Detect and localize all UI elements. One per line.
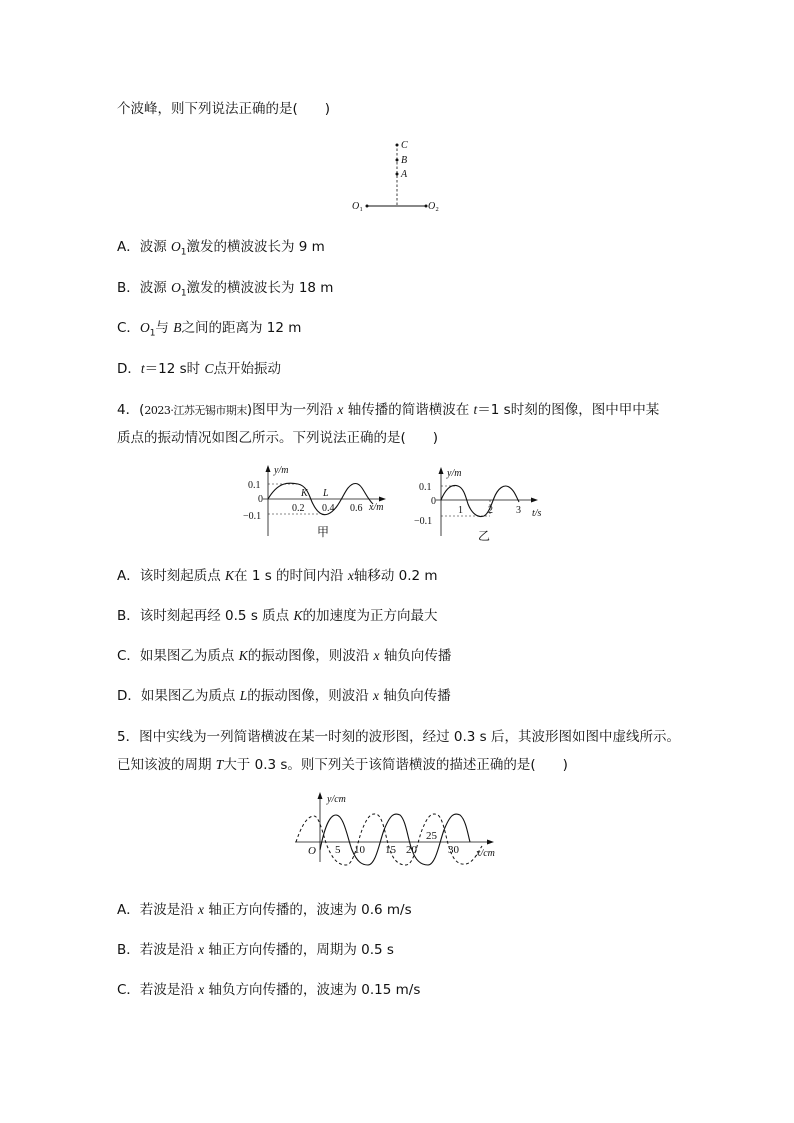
solid-waveform	[320, 814, 470, 865]
x-axis-label: x/m	[369, 502, 384, 513]
q5-option-a: A．若波是沿 x 轴正方向传播的，波速为 0.6 m/s	[117, 902, 412, 918]
q4-option-c: C．如果图乙为质点 K的振动图像，则波沿 x 轴负向传播	[117, 648, 452, 664]
x-axis-label: x/cm	[476, 848, 495, 859]
q3-figure	[340, 136, 450, 218]
y-axis-label: y/m	[274, 465, 289, 476]
tick-0: 0	[258, 494, 263, 505]
tick-30: 30	[448, 844, 459, 856]
y-axis-arrow	[439, 467, 444, 474]
q3-option-d: D．t＝12 s时 C点开始振动	[117, 361, 281, 377]
label-o1-sub: 1	[359, 206, 363, 213]
label-o2: O	[428, 201, 436, 212]
label-o2-sub: 2	[435, 206, 439, 213]
y-axis-label: y/m	[447, 468, 462, 479]
q3-stem-tail: 个波峰，则下列说法正确的是( )	[117, 101, 331, 117]
q4-figure-jia	[238, 464, 398, 546]
q5-figure	[290, 790, 505, 870]
label-c: C	[401, 140, 408, 151]
q4-option-a: A．该时刻起质点 K在 1 s 的时间内沿 x轴移动 0.2 m	[117, 568, 438, 584]
q5-stem-line1: 5．图中实线为一列简谐横波在某一时刻的波形图，经过 0.3 s 后，其波形图如图中虚线所示。	[117, 729, 680, 745]
tick-0.1: 0.1	[248, 480, 261, 491]
tick-15: 15	[385, 844, 396, 856]
q4-option-d: D．如果图乙为质点 L的振动图像，则波沿 x 轴负向传播	[117, 688, 451, 704]
label-l: L	[323, 488, 329, 499]
tick-0.2: 0.2	[292, 503, 305, 514]
tick-neg0.1: −0.1	[414, 516, 433, 527]
tick-2: 2	[488, 505, 493, 516]
y-axis-arrow	[318, 792, 323, 799]
vibration-curve	[441, 486, 519, 517]
label-a: A	[401, 169, 408, 180]
q5-stem-line2: 已知该波的周期 T大于 0.3 s。则下列关于该简谐横波的描述正确的是( )	[117, 757, 568, 773]
x-axis-arrow	[487, 840, 494, 845]
tick-25: 25	[426, 830, 437, 842]
tick-1: 1	[458, 505, 463, 516]
q5-option-c: C．若波是沿 x 轴负方向传播的，波速为 0.15 m/s	[117, 982, 421, 998]
point-b	[396, 159, 399, 162]
q4-option-b: B．该时刻起再经 0.5 s 质点 K的加速度为正方向最大	[117, 608, 438, 624]
tick-20: 20	[406, 844, 417, 856]
label-o1: O	[352, 201, 360, 212]
dashed-waveform	[296, 814, 482, 865]
label-b: B	[401, 155, 408, 166]
origin-label: O	[308, 845, 316, 857]
q4-stem-line2: 质点的振动情况如图乙所示。下列说法正确的是( )	[117, 430, 439, 446]
tick-10: 10	[354, 844, 365, 856]
t-axis-label: t/s	[532, 508, 542, 519]
tick-0.6: 0.6	[350, 503, 363, 514]
label-k: K	[301, 488, 308, 499]
caption-yi: 乙	[478, 529, 491, 543]
y-axis-label: y/cm	[327, 794, 346, 805]
q4-stem-line1: 4．(2023·江苏无锡市期末)图甲为一列沿 x 轴传播的简谐横波在 t＝1 s时刻的图像，图中甲中某	[117, 402, 660, 418]
tick-3: 3	[516, 505, 521, 516]
tick-neg0.1: −0.1	[243, 511, 262, 522]
q4-figure-yi	[408, 466, 548, 548]
q3-option-a: A．波源 $O_1$激发的横波波长为 9 m	[117, 239, 325, 258]
tick-0.1: 0.1	[419, 482, 432, 493]
tick-0: 0	[431, 496, 436, 507]
tick-5: 5	[335, 844, 341, 856]
q3-option-b: B．波源 $O_1$激发的横波波长为 18 m	[117, 280, 334, 299]
point-o1	[366, 205, 369, 208]
caption-jia: 甲	[317, 525, 330, 539]
q5-option-b: B．若波是沿 x 轴正方向传播的，周期为 0.5 s	[117, 942, 394, 958]
x-axis-arrow	[379, 497, 386, 502]
y-axis-arrow	[266, 465, 271, 472]
point-c	[396, 144, 399, 147]
q3-option-c: C．$O_1$与 B之间的距离为 12 m	[117, 320, 302, 339]
point-a	[396, 173, 399, 176]
tick-0.4: 0.4	[322, 503, 335, 514]
t-axis-arrow	[531, 498, 538, 503]
